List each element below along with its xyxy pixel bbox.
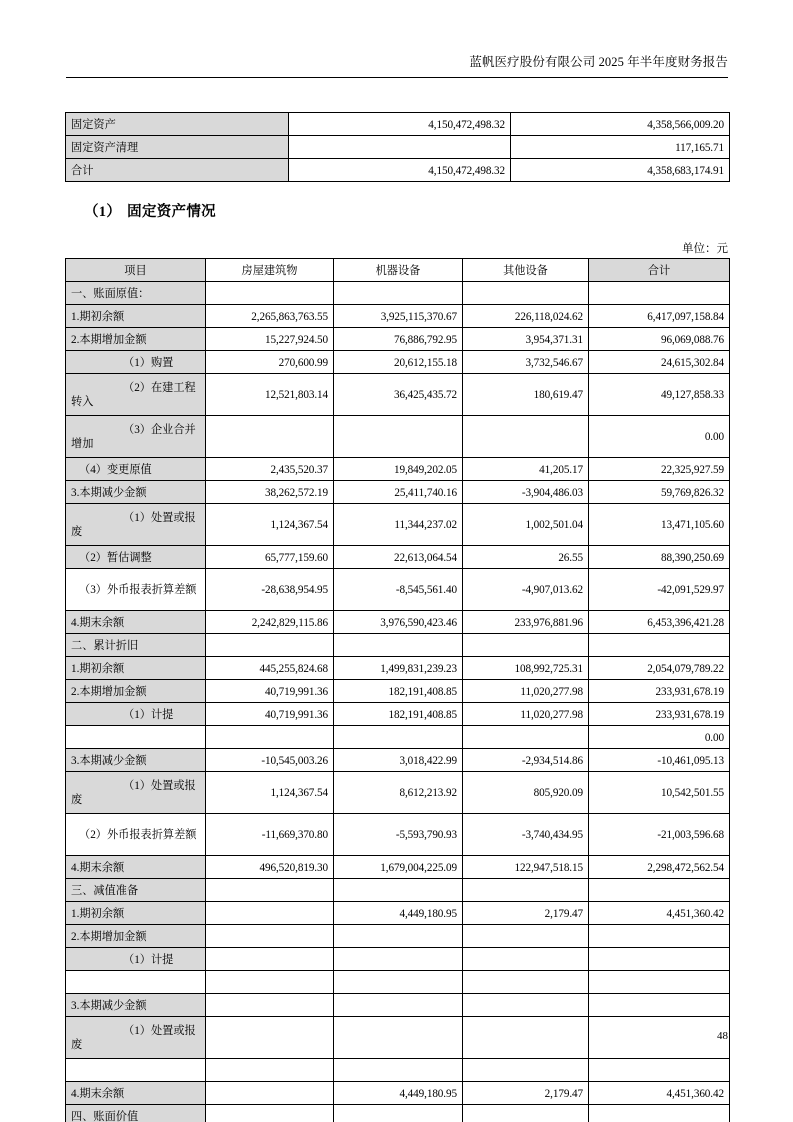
row-label: 4.期末余额 [66, 611, 206, 634]
row-value: 1,002,501.04 [463, 504, 589, 546]
row-value [463, 948, 589, 971]
table-row [66, 416, 730, 458]
table-row [66, 1105, 730, 1122]
row-value: 59,769,826.32 [589, 481, 730, 504]
row-value: 13,471,105.60 [589, 504, 730, 546]
row-value: 1,499,831,239.23 [334, 657, 463, 680]
row-value: 4,449,180.95 [334, 902, 463, 925]
row-label: （1）处置或报废 [66, 504, 206, 546]
row-label: 四、账面价值 [66, 1105, 206, 1122]
row-value: 49,127,858.33 [589, 374, 730, 416]
row-value: -10,461,095.13 [589, 749, 730, 772]
row-label: 3.本期减少金额 [66, 994, 206, 1017]
row-label: （1）处置或报废 [66, 1017, 206, 1059]
row-label: 3.本期减少金额 [66, 481, 206, 504]
row-value: 2,435,520.37 [206, 458, 334, 481]
table-row [66, 504, 730, 546]
row-value [206, 282, 334, 305]
row-value: 15,227,924.50 [206, 328, 334, 351]
summary-row-value: 4,150,472,498.32 [289, 159, 511, 182]
table-row [66, 657, 730, 680]
row-value: -21,003,596.68 [589, 814, 730, 856]
row-value: 4,449,180.95 [334, 1082, 463, 1105]
table-header-row [66, 259, 730, 282]
column-header: 合计 [589, 259, 730, 282]
column-header: 机器设备 [334, 259, 463, 282]
row-value: 233,976,881.96 [463, 611, 589, 634]
row-value: 41,205.17 [463, 458, 589, 481]
row-value [206, 902, 334, 925]
table-row [66, 611, 730, 634]
row-label: 1.期初余额 [66, 657, 206, 680]
row-value: 3,976,590,423.46 [334, 611, 463, 634]
row-value: -10,545,003.26 [206, 749, 334, 772]
row-value [463, 994, 589, 1017]
table-row [66, 814, 730, 856]
table-row [66, 351, 730, 374]
row-value: -8,545,561.40 [334, 569, 463, 611]
summary-row-label: 固定资产清理 [66, 136, 289, 159]
summary-row-value: 4,358,566,009.20 [511, 113, 730, 136]
row-value: 25,411,740.16 [334, 481, 463, 504]
row-value [334, 726, 463, 749]
row-value: 182,191,408.85 [334, 703, 463, 726]
row-value [463, 1059, 589, 1082]
running-header-title: 蓝帆医疗股份有限公司 2025 年半年度财务报告 [469, 55, 728, 69]
row-value: 445,255,824.68 [206, 657, 334, 680]
row-label: 1.期初余额 [66, 305, 206, 328]
row-value: 3,954,371.31 [463, 328, 589, 351]
row-label: （1）计提 [66, 948, 206, 971]
table-row [66, 994, 730, 1017]
column-header: 其他设备 [463, 259, 589, 282]
row-value: 2,179.47 [463, 902, 589, 925]
row-label: 2.本期增加金额 [66, 925, 206, 948]
row-value: 40,719,991.36 [206, 703, 334, 726]
table-row [66, 1082, 730, 1105]
row-value: 11,344,237.02 [334, 504, 463, 546]
row-label: （2）在建工程转入 [66, 374, 206, 416]
column-header: 房屋建筑物 [206, 259, 334, 282]
row-value: 2,054,079,789.22 [589, 657, 730, 680]
row-value: -2,934,514.86 [463, 749, 589, 772]
summary-row-label: 固定资产 [66, 113, 289, 136]
row-label: 二、累计折旧 [66, 634, 206, 657]
row-value [206, 1082, 334, 1105]
row-value: 40,719,991.36 [206, 680, 334, 703]
row-label: 3.本期减少金额 [66, 749, 206, 772]
row-label: （1）购置 [66, 351, 206, 374]
row-value: 22,325,927.59 [589, 458, 730, 481]
row-value [589, 994, 730, 1017]
section-heading [84, 200, 216, 221]
row-value: 4,451,360.42 [589, 1082, 730, 1105]
row-value: 6,453,396,421.28 [589, 611, 730, 634]
row-value [589, 282, 730, 305]
section-title: 固定资产情况 [127, 204, 216, 220]
row-value [206, 416, 334, 458]
row-value [334, 1105, 463, 1122]
row-value: 6,417,097,158.84 [589, 305, 730, 328]
table-row [66, 772, 730, 814]
table-row [66, 879, 730, 902]
summary-row-label: 合计 [66, 159, 289, 182]
row-value [334, 879, 463, 902]
row-value: 1,124,367.54 [206, 772, 334, 814]
row-label: （2）外币报表折算差额 [66, 814, 206, 856]
table-row [66, 136, 730, 159]
row-value [334, 971, 463, 994]
row-label [66, 726, 206, 749]
row-value: 180,619.47 [463, 374, 589, 416]
row-value [334, 1059, 463, 1082]
table-row [66, 726, 730, 749]
row-value [334, 282, 463, 305]
row-value: 233,931,678.19 [589, 703, 730, 726]
row-value [589, 1059, 730, 1082]
row-value: 1,679,004,225.09 [334, 856, 463, 879]
row-value: 226,118,024.62 [463, 305, 589, 328]
row-value: 65,777,159.60 [206, 546, 334, 569]
row-value: 19,849,202.05 [334, 458, 463, 481]
row-value: 233,931,678.19 [589, 680, 730, 703]
table-row [66, 634, 730, 657]
row-value [463, 634, 589, 657]
row-value: 76,886,792.95 [334, 328, 463, 351]
section-number: （1） [84, 204, 122, 220]
table-row [66, 971, 730, 994]
row-label: 一、账面原值： [66, 282, 206, 305]
row-value: 0.00 [589, 726, 730, 749]
row-value: 270,600.99 [206, 351, 334, 374]
row-value [463, 971, 589, 994]
row-label: （2）暂估调整 [66, 546, 206, 569]
row-value [334, 925, 463, 948]
table-row [66, 458, 730, 481]
row-value [463, 925, 589, 948]
summary-row-value: 117,165.71 [511, 136, 730, 159]
row-value [206, 726, 334, 749]
row-value [589, 971, 730, 994]
row-value: -4,907,013.62 [463, 569, 589, 611]
row-value [589, 948, 730, 971]
row-value: 36,425,435.72 [334, 374, 463, 416]
row-value: -28,638,954.95 [206, 569, 334, 611]
table-row [66, 948, 730, 971]
row-label: （3）企业合并增加 [66, 416, 206, 458]
row-value: 108,992,725.31 [463, 657, 589, 680]
table-row [66, 546, 730, 569]
table-row [66, 374, 730, 416]
row-value [206, 948, 334, 971]
row-value [589, 925, 730, 948]
row-label: 2.本期增加金额 [66, 328, 206, 351]
row-value: 26.55 [463, 546, 589, 569]
row-value [589, 634, 730, 657]
row-value [463, 1105, 589, 1122]
page-number: 48 [717, 1030, 728, 1042]
row-value: 3,018,422.99 [334, 749, 463, 772]
row-value: 10,542,501.55 [589, 772, 730, 814]
row-value: -3,740,434.95 [463, 814, 589, 856]
summary-row-value: 4,358,683,174.91 [511, 159, 730, 182]
summary-row-value: 4,150,472,498.32 [289, 113, 511, 136]
table-row [66, 282, 730, 305]
row-label [66, 971, 206, 994]
table-row [66, 703, 730, 726]
row-label: （1）计提 [66, 703, 206, 726]
table-row [66, 902, 730, 925]
table-row [66, 328, 730, 351]
row-value [206, 925, 334, 948]
row-value: 4,451,360.42 [589, 902, 730, 925]
row-value: 11,020,277.98 [463, 680, 589, 703]
row-value: 2,242,829,115.86 [206, 611, 334, 634]
row-value: -3,904,486.03 [463, 481, 589, 504]
row-value [463, 282, 589, 305]
row-value [334, 416, 463, 458]
row-value: 96,069,088.76 [589, 328, 730, 351]
row-value: 122,947,518.15 [463, 856, 589, 879]
row-value: 11,020,277.98 [463, 703, 589, 726]
row-label: （3）外币报表折算差额 [66, 569, 206, 611]
row-value [206, 634, 334, 657]
table-row [66, 159, 730, 182]
table-row [66, 1059, 730, 1082]
row-value [463, 879, 589, 902]
row-value [334, 948, 463, 971]
row-value: 88,390,250.69 [589, 546, 730, 569]
row-value: 0.00 [589, 416, 730, 458]
row-value: 24,615,302.84 [589, 351, 730, 374]
table-row [66, 680, 730, 703]
row-value: 12,521,803.14 [206, 374, 334, 416]
row-value: 8,612,213.92 [334, 772, 463, 814]
summary-row-value [289, 136, 511, 159]
row-value: 3,925,115,370.67 [334, 305, 463, 328]
row-value [206, 1059, 334, 1082]
row-label: （4）变更原值 [66, 458, 206, 481]
row-value: 22,613,064.54 [334, 546, 463, 569]
row-label: 2.本期增加金额 [66, 680, 206, 703]
row-label: 1.期初余额 [66, 902, 206, 925]
row-value [206, 1105, 334, 1122]
unit-note: 单位：元 [682, 243, 728, 255]
row-value: 182,191,408.85 [334, 680, 463, 703]
row-value: -11,669,370.80 [206, 814, 334, 856]
row-label [66, 1059, 206, 1082]
header-divider [66, 77, 728, 78]
table-row [66, 749, 730, 772]
row-value [589, 879, 730, 902]
row-label: 三、减值准备 [66, 879, 206, 902]
row-value [206, 994, 334, 1017]
row-value: 2,179.47 [463, 1082, 589, 1105]
row-label: 4.期末余额 [66, 856, 206, 879]
table-row [66, 113, 730, 136]
row-value [463, 416, 589, 458]
row-value [463, 726, 589, 749]
column-header: 项目 [66, 259, 206, 282]
row-value: 3,732,546.67 [463, 351, 589, 374]
table-row [66, 569, 730, 611]
row-value: 2,298,472,562.54 [589, 856, 730, 879]
row-value [334, 634, 463, 657]
row-value: 2,265,863,763.55 [206, 305, 334, 328]
row-value [334, 994, 463, 1017]
table-row [66, 305, 730, 328]
row-value: 38,262,572.19 [206, 481, 334, 504]
row-value: 20,612,155.18 [334, 351, 463, 374]
row-label: 4.期末余额 [66, 1082, 206, 1105]
row-label: （1）处置或报废 [66, 772, 206, 814]
row-value [206, 971, 334, 994]
row-value: 805,920.09 [463, 772, 589, 814]
table-row [66, 925, 730, 948]
table-row [66, 481, 730, 504]
row-value: 1,124,367.54 [206, 504, 334, 546]
row-value [206, 879, 334, 902]
fixed-assets-summary-table [65, 112, 730, 182]
fixed-assets-detail-table [65, 258, 730, 1122]
row-value: 496,520,819.30 [206, 856, 334, 879]
row-value: -42,091,529.97 [589, 569, 730, 611]
table-row [66, 856, 730, 879]
row-value [589, 1105, 730, 1122]
row-value: -5,593,790.93 [334, 814, 463, 856]
